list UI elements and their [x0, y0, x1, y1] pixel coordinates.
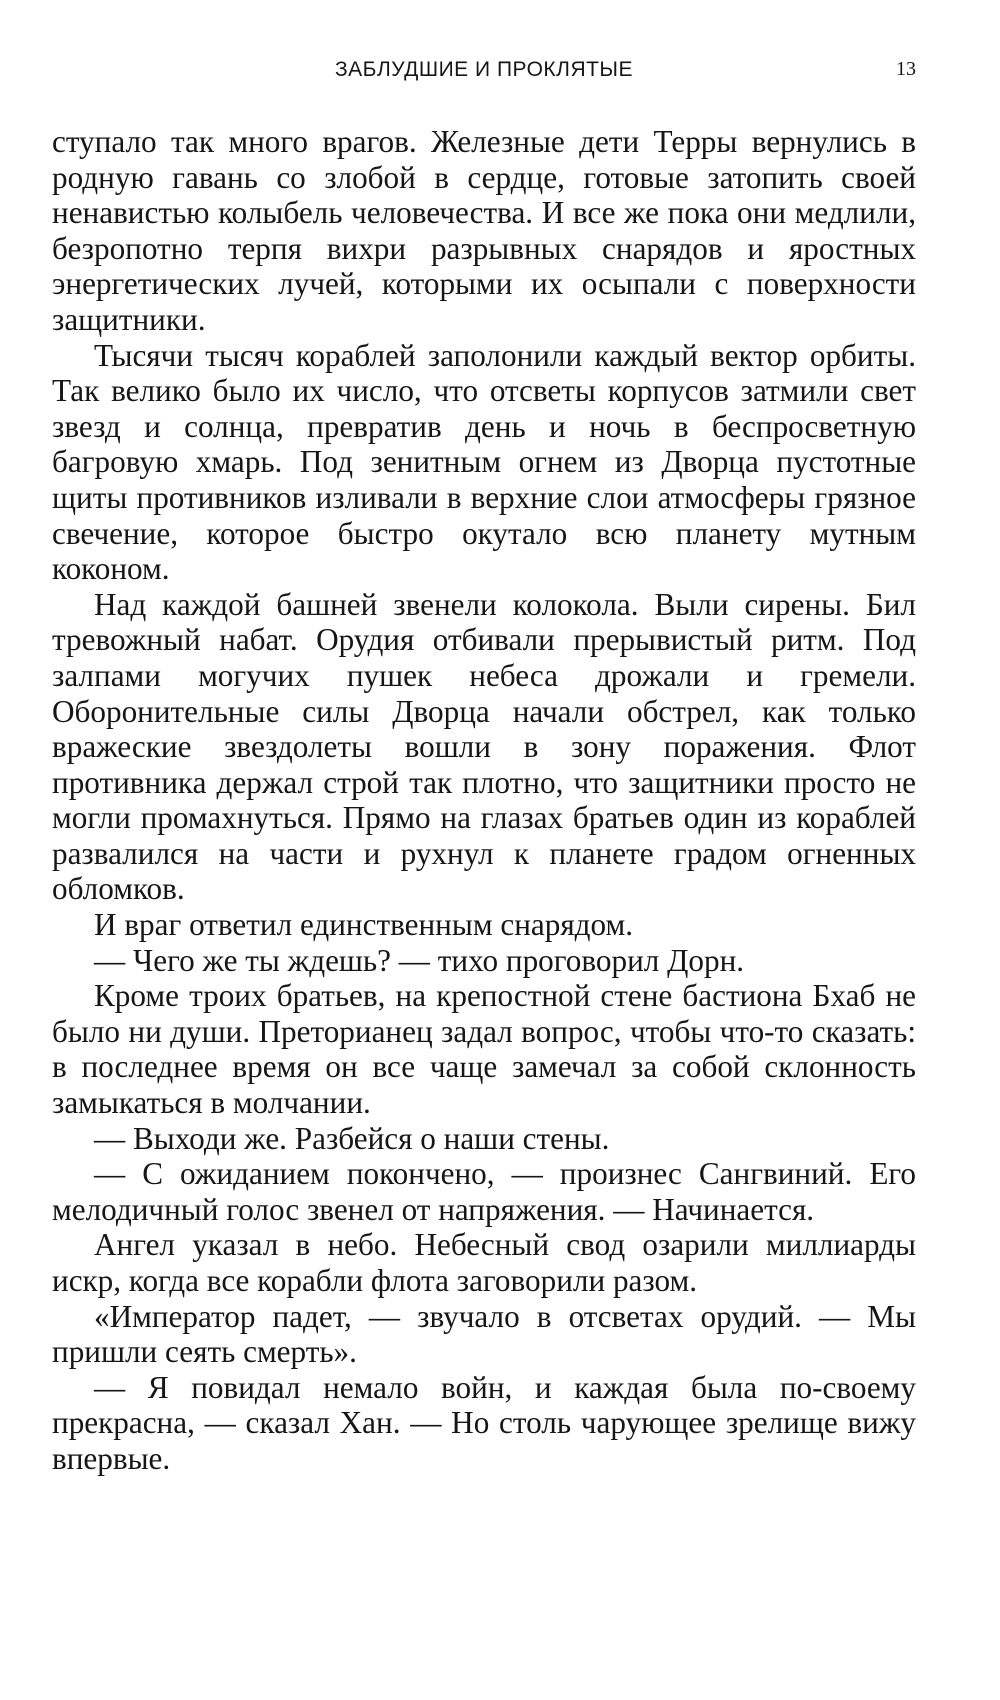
body-text — [52, 124, 916, 1477]
paragraph: Над каждой башней звенели колокола. Выли сирены. Бил тревожный набат. Орудия отбивали прерывистый ритм. Под залпами могучих пушек небеса дрожали и гремели. Оборонительные силы Дворца начали обстрел, как только вражеские звездолеты вошли в зону поражения. Флот противника держал строй так плотно, что защитники просто не могли промахнуться. Прямо на глазах братьев один из кораблей развалился на части и рухнул к планете градом огненных обломков. — [52, 586, 916, 907]
page-number: 13 — [896, 58, 916, 80]
paragraph: Кроме троих братьев, на крепостной стене бастиона Бхаб не было ни души. Преторианец задал вопрос, чтобы что-то сказать: в последнее время он все чаще замечал за собой склонность замыкаться в молчании. — [52, 978, 916, 1121]
dialogue-line: — Я повидал немало войн, и каждая была по-своему прекрасна, — сказал Хан. — Но столь чарующее зрелище вижу впервые. — [52, 1369, 916, 1476]
paragraph: ступало так много врагов. Железные дети Терры вернулись в родную гавань со злобой в сердце, готовые затопить своей ненавистью колыбель человечества. И все же пока они медлили, безропотно терпя вихри разрывных снарядов и яростных энергетических лучей, которыми их осыпали с поверхности защитники. — [52, 124, 916, 337]
running-header — [52, 58, 916, 88]
dialogue-line: — Чего же ты ждешь? — тихо проговорил Дорн. — [94, 942, 745, 978]
running-title: ЗАБЛУДШИЕ И ПРОКЛЯТЫЕ — [334, 58, 634, 81]
paragraph: Тысячи тысяч кораблей заполонили каждый вектор орбиты. Так велико было их число, что отсветы корпусов затмили свет звезд и солнца, превратив день и ночь в беспросветную багровую хмарь. Под зенитным огнем из Дворца пустотные щиты противников изливали в верхние слои атмосферы грязное свечение, которое быстро окутало всю планету мутным коконом. — [52, 337, 916, 587]
paragraph: И враг ответил единственным снарядом. — [94, 907, 634, 943]
dialogue-line: — С ожиданием покончено, — произнес Сангвиний. Его мелодичный голос звенел от напряжения. — Начинается. — [52, 1156, 916, 1227]
paragraph: Ангел указал в небо. Небесный свод озарили миллиарды искр, когда все корабли флота заговорили разом. — [52, 1227, 916, 1298]
quote-paragraph: «Император падет, — звучало в отсветах орудий. — Мы пришли сеять смерть». — [52, 1298, 916, 1370]
dialogue-line: — Выходи же. Разбейся о наши стены. — [94, 1120, 610, 1156]
